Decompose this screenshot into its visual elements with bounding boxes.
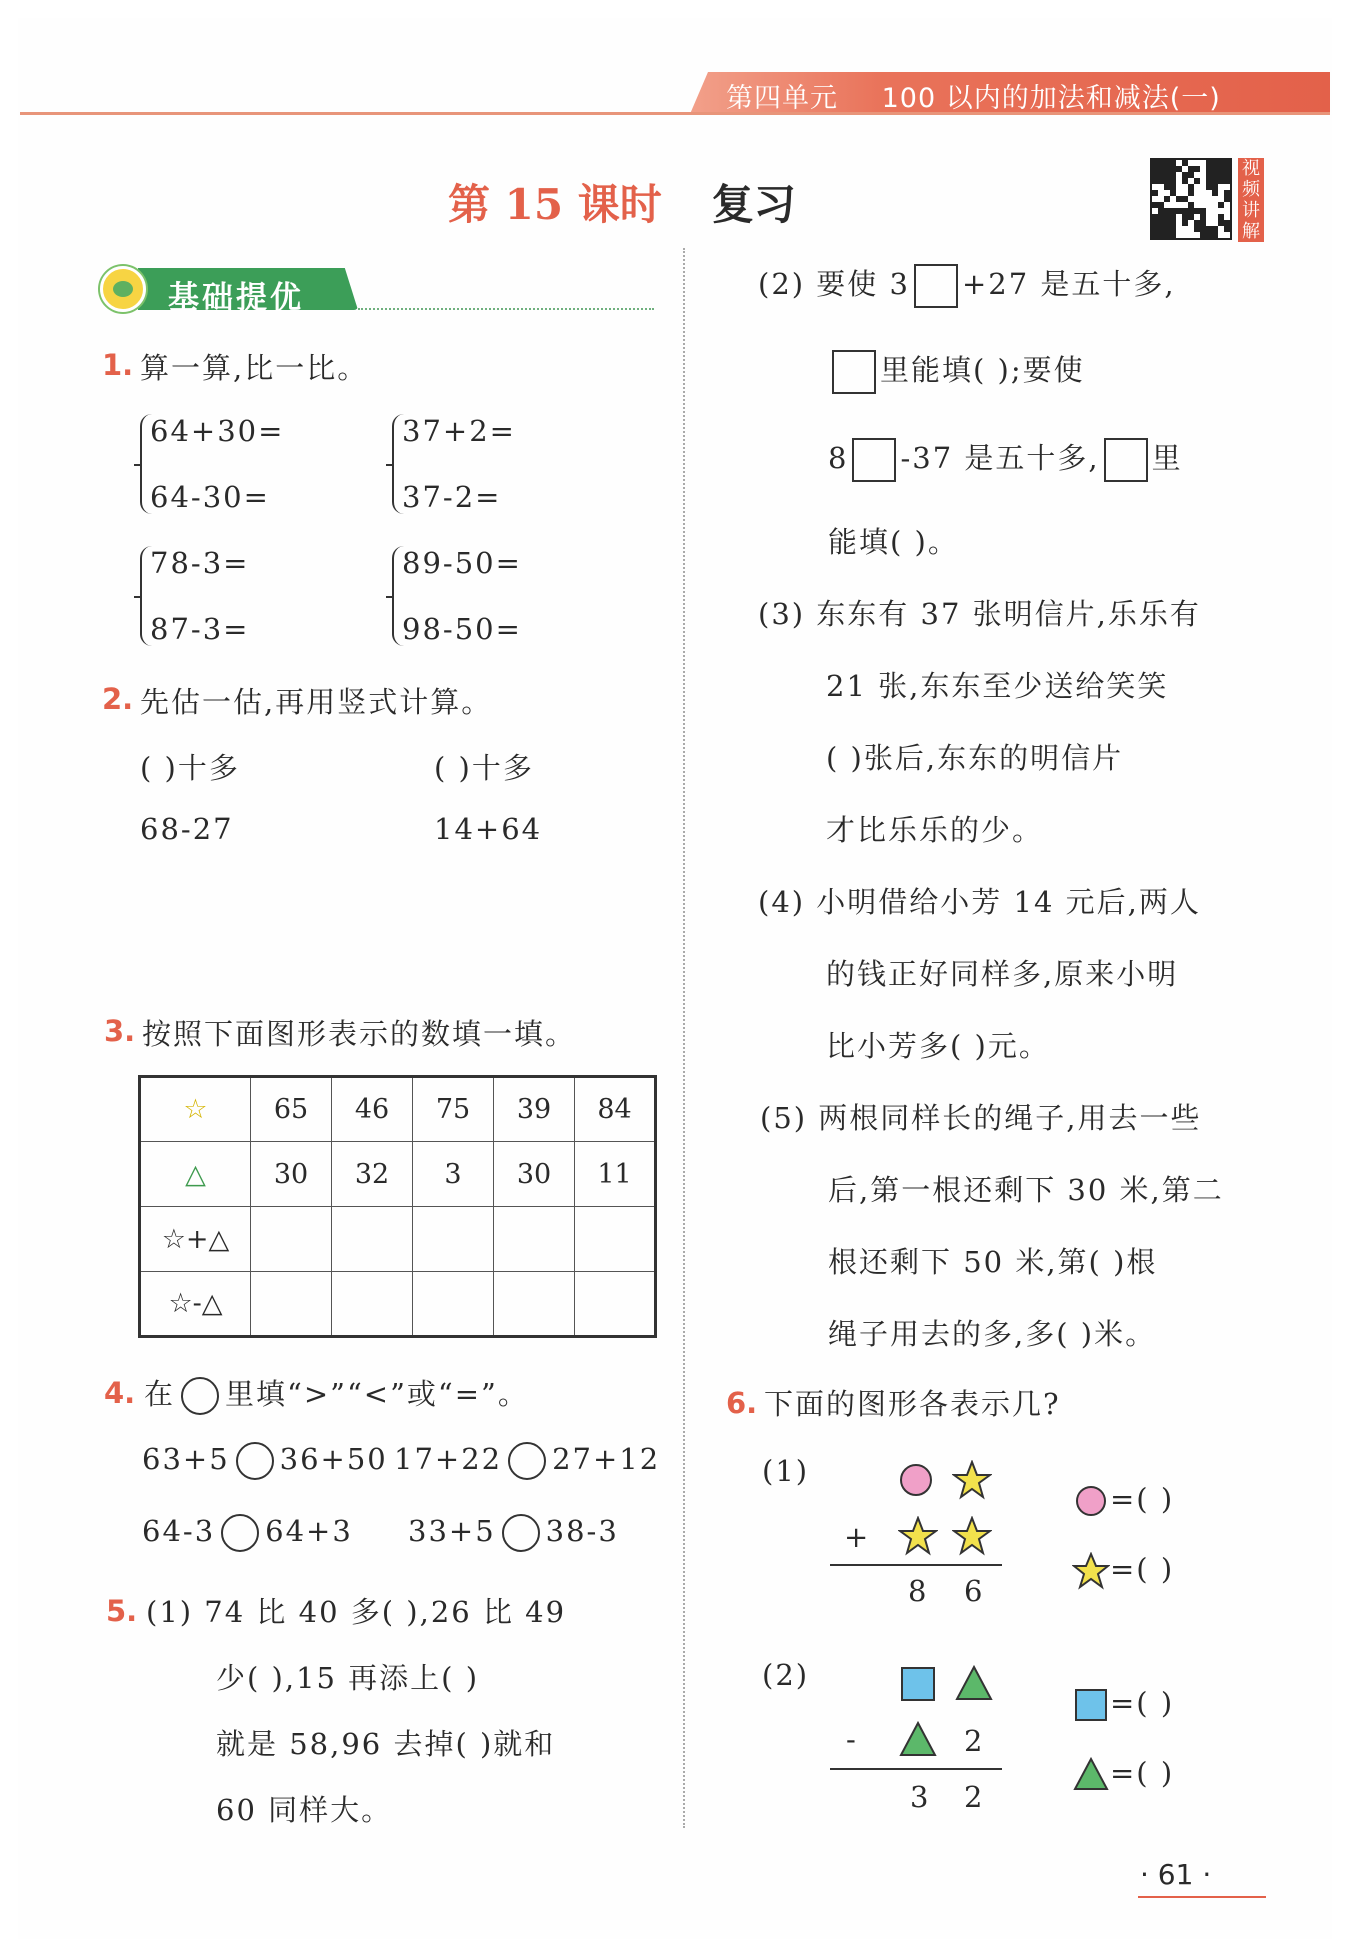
square-icon	[900, 1666, 936, 1702]
section-badge	[100, 266, 358, 316]
estimate-blank[interactable]: ( )十多	[434, 751, 534, 785]
q1-expr: 78-3=	[150, 546, 250, 580]
q1-number: 1.	[102, 348, 134, 382]
estimate-blank[interactable]: ( )十多	[140, 751, 240, 785]
lesson-title	[448, 172, 796, 232]
gear-leaf-icon	[100, 266, 146, 312]
q6-p1-label: (1)	[762, 1454, 810, 1488]
q5-p2-line: 8 -37 是五十多, 里	[828, 436, 1183, 482]
digit-box-icon	[1104, 438, 1148, 482]
qr-module	[1188, 190, 1194, 196]
lesson-number: 第 15 课时	[448, 180, 662, 229]
qr-module	[1224, 196, 1230, 202]
answer-cell[interactable]	[494, 1272, 575, 1337]
answer-cell[interactable]	[494, 1207, 575, 1272]
compare-row: 17+22 27+12	[394, 1442, 660, 1480]
qr-module	[1224, 226, 1230, 232]
compare-circle[interactable]	[502, 1514, 540, 1552]
qr-module	[1212, 190, 1218, 196]
column-divider	[683, 248, 685, 1828]
page-number: · 61 ·	[1140, 1858, 1212, 1891]
q5-p2-line: 能填( )。	[828, 525, 959, 559]
q2-prompt: 先估一估,再用竖式计算。	[140, 685, 493, 719]
sum-line	[830, 1564, 1002, 1566]
video-tag[interactable]: 视 频 讲 解	[1238, 158, 1264, 242]
triangle-icon	[1072, 1756, 1110, 1792]
q5-number: 5.	[106, 1594, 138, 1628]
result-digit: 8	[908, 1574, 929, 1608]
result-digit: 3	[910, 1780, 931, 1814]
square-answer[interactable]: =( )	[1110, 1686, 1175, 1720]
answer-cell[interactable]	[251, 1272, 332, 1337]
digit-box[interactable]	[914, 264, 958, 308]
digit-box-icon	[832, 350, 876, 394]
compare-row: 63+5 36+50	[142, 1442, 388, 1480]
table-row	[140, 1077, 656, 1142]
square-icon	[1074, 1688, 1108, 1722]
star-icon	[1072, 1552, 1110, 1590]
table-cell: 46	[332, 1077, 413, 1142]
q2-expr: 68-27	[140, 812, 234, 846]
q2-expr: 14+64	[434, 812, 543, 846]
compare-circle[interactable]	[221, 1514, 259, 1552]
q5-line: 60 同样大。	[216, 1793, 393, 1827]
qr-module	[1218, 202, 1224, 208]
qr-module	[1170, 232, 1176, 238]
circle-answer[interactable]: =( )	[1110, 1482, 1175, 1516]
q5-p3-line: 21 张,东东至少送给笑笑	[826, 669, 1169, 703]
row-label-sum: ☆+△	[140, 1207, 251, 1272]
section-underline	[358, 308, 654, 310]
answer-cell[interactable]	[575, 1207, 656, 1272]
sum-line	[830, 1768, 1002, 1770]
qr-module	[1194, 178, 1200, 184]
compare-circle[interactable]	[236, 1442, 274, 1480]
q5-p5-line: 根还剩下 50 米,第( )根	[828, 1245, 1158, 1279]
lesson-name: 复习	[711, 180, 796, 229]
answer-cell[interactable]	[332, 1207, 413, 1272]
result-digit: 2	[964, 1780, 985, 1814]
triangle-icon	[954, 1664, 994, 1702]
table-cell: 75	[413, 1077, 494, 1142]
table-cell: 39	[494, 1077, 575, 1142]
q5-p4-line: (4) 小明借给小芳 14 元后,两人	[758, 885, 1201, 919]
circle-icon	[181, 1377, 219, 1415]
q5-p5-line: (5) 两根同样长的绳子,用去一些	[760, 1101, 1202, 1135]
q5-p4-line: 比小芳多( )元。	[826, 1029, 1050, 1063]
q5-p5-line: 绳子用去的多,多( )米。	[828, 1317, 1157, 1351]
shape-table	[138, 1075, 657, 1338]
row-label-difference: ☆-△	[140, 1272, 251, 1337]
digit-box[interactable]	[852, 438, 896, 482]
answer-cell[interactable]	[413, 1272, 494, 1337]
qr-module	[1212, 232, 1218, 238]
q6-prompt: 下面的图形各表示几?	[764, 1387, 1061, 1421]
q1-expr: 98-50=	[402, 612, 522, 646]
minus-sign: -	[846, 1722, 858, 1756]
star-answer[interactable]: =( )	[1110, 1552, 1175, 1586]
q1-prompt: 算一算,比一比。	[140, 351, 369, 385]
q1-expr: 37+2=	[402, 414, 516, 448]
compare-row: 64-3 64+3	[142, 1514, 353, 1552]
q5-p3-line: (3) 东东有 37 张明信片,乐乐有	[758, 597, 1201, 631]
answer-cell[interactable]	[575, 1272, 656, 1337]
q6-number: 6.	[726, 1386, 758, 1420]
q5-p2-line: (2) 要使 3 +27 是五十多,	[758, 262, 1176, 308]
q5-p3-line: ( )张后,东东的明信片	[826, 741, 1124, 775]
unit-topic: 100 以内的加法和减法(一)	[881, 83, 1221, 114]
star-icon	[952, 1516, 992, 1556]
q6-p2-label: (2)	[762, 1658, 810, 1692]
answer-cell[interactable]	[251, 1207, 332, 1272]
unit-label: 第四单元	[726, 83, 838, 114]
q5-line: 就是 58,96 去掉( )就和	[216, 1727, 556, 1761]
q5-line: 少( ),15 再添上( )	[216, 1661, 480, 1695]
q3-prompt: 按照下面图形表示的数填一填。	[142, 1017, 577, 1051]
qr-module	[1194, 166, 1200, 172]
table-row	[140, 1207, 656, 1272]
q5-p4-line: 的钱正好同样多,原来小明	[826, 957, 1179, 991]
compare-circle[interactable]	[508, 1442, 546, 1480]
compare-row: 33+5 38-3	[408, 1514, 619, 1552]
q5-p3-line: 才比乐乐的少。	[826, 813, 1044, 847]
q4-number: 4.	[104, 1376, 136, 1410]
table-cell: 84	[575, 1077, 656, 1142]
table-cell: 32	[332, 1142, 413, 1207]
q5-line: (1) 74 比 40 多( ),26 比 49	[146, 1595, 567, 1629]
unit-header	[726, 76, 1221, 115]
section-title: 基础提优	[168, 280, 304, 316]
answer-cell[interactable]	[332, 1272, 413, 1337]
q1-expr: 87-3=	[150, 612, 250, 646]
qr-code[interactable]	[1150, 158, 1232, 240]
table-cell: 3	[413, 1142, 494, 1207]
table-cell: 65	[251, 1077, 332, 1142]
q5-p2-line: 里能填( );要使	[828, 348, 1085, 394]
digit: 2	[964, 1724, 985, 1758]
table-row	[140, 1142, 656, 1207]
q4-prompt: 在 里填“>”“<”或“=”。	[144, 1372, 529, 1415]
row-label-triangle: △	[140, 1142, 251, 1207]
q1-expr: 89-50=	[402, 546, 522, 580]
table-cell: 30	[251, 1142, 332, 1207]
star-icon	[898, 1516, 938, 1556]
table-row	[140, 1272, 656, 1337]
page-number-underline	[1138, 1896, 1266, 1898]
answer-cell[interactable]	[413, 1207, 494, 1272]
circle-icon	[1074, 1484, 1108, 1518]
plus-sign: +	[844, 1520, 871, 1554]
triangle-icon	[898, 1720, 938, 1758]
table-cell: 11	[575, 1142, 656, 1207]
table-cell: 30	[494, 1142, 575, 1207]
triangle-answer[interactable]: =( )	[1110, 1756, 1175, 1790]
circle-icon	[898, 1462, 934, 1498]
q2-number: 2.	[102, 682, 134, 716]
q1-expr: 64+30=	[150, 414, 285, 448]
result-digit: 6	[964, 1574, 985, 1608]
qr-module	[1152, 190, 1158, 196]
qr-module	[1224, 178, 1230, 184]
q1-expr: 64-30=	[150, 480, 270, 514]
star-icon	[952, 1460, 992, 1500]
qr-module	[1164, 196, 1170, 202]
q1-expr: 37-2=	[402, 480, 502, 514]
row-label-star: ☆	[140, 1077, 251, 1142]
q3-number: 3.	[104, 1014, 136, 1048]
q5-p5-line: 后,第一根还剩下 30 米,第二	[828, 1173, 1224, 1207]
qr-module	[1182, 220, 1188, 226]
